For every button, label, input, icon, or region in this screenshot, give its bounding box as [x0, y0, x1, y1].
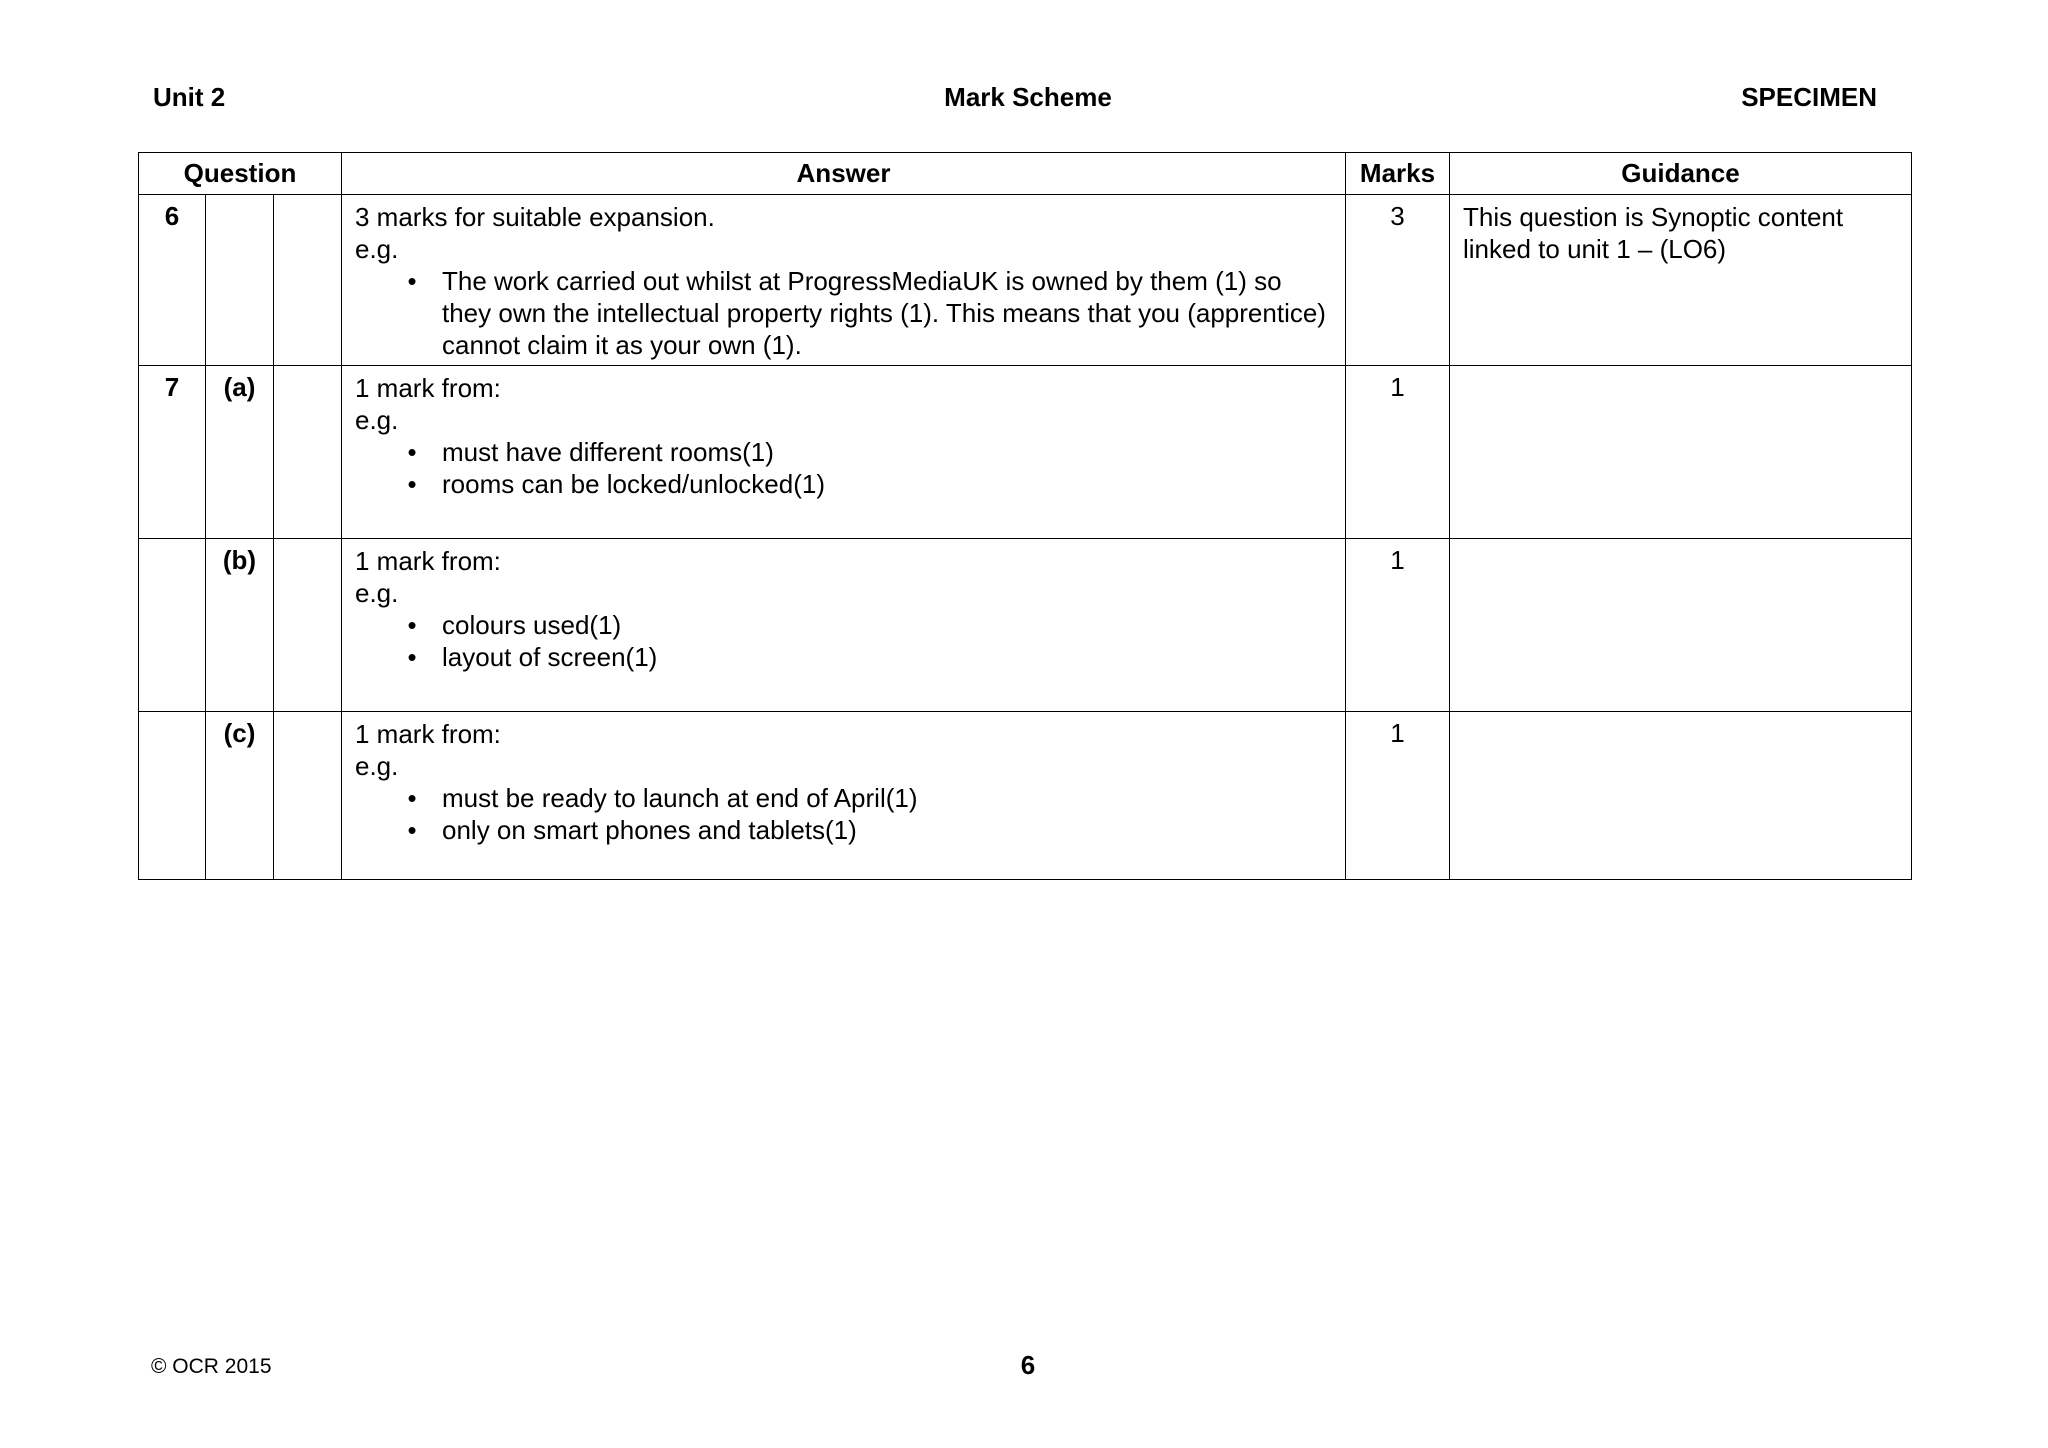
list-item [355, 468, 1333, 500]
bullet-text: colours used(1) [442, 610, 622, 640]
question-number: 6 [139, 195, 206, 366]
answer-intro: 1 mark from: [355, 546, 501, 576]
bullet-icon: • [407, 610, 417, 640]
bullet-text: only on smart phones and tablets(1) [442, 815, 857, 845]
bullet-text: layout of screen(1) [442, 642, 658, 672]
question-part: (b) [206, 539, 274, 712]
col-header-answer: Answer [342, 153, 1346, 195]
answer-eg: e.g. [355, 234, 399, 264]
marks-cell: 1 [1346, 712, 1450, 880]
list-item [355, 782, 1333, 814]
guidance-cell [1450, 366, 1912, 539]
bullet-icon: • [407, 783, 417, 813]
list-item [355, 265, 1333, 361]
answer-cell [342, 712, 1346, 880]
list-item [355, 436, 1333, 468]
page-number: 6 [1020, 1350, 1036, 1380]
table-row [139, 195, 1912, 366]
answer-eg: e.g. [355, 751, 399, 781]
answer-bullets [355, 436, 1333, 500]
footer-copyright: © OCR 2015 [151, 1355, 272, 1378]
question-number [139, 712, 206, 880]
answer-intro: 3 marks for suitable expansion. [355, 202, 715, 232]
list-item [355, 814, 1333, 846]
table-row [139, 366, 1912, 539]
answer-intro: 1 mark from: [355, 373, 501, 403]
col-header-question: Question [139, 153, 342, 195]
table-row [139, 539, 1912, 712]
table-header-row [139, 153, 1912, 195]
bullet-text: must have different rooms(1) [442, 437, 774, 467]
answer-bullets [355, 265, 1333, 361]
col-header-guidance: Guidance [1450, 153, 1912, 195]
col-header-marks: Marks [1346, 153, 1450, 195]
answer-intro: 1 mark from: [355, 719, 501, 749]
marks-cell: 1 [1346, 539, 1450, 712]
answer-bullets [355, 609, 1333, 673]
marks-cell: 3 [1346, 195, 1450, 366]
question-subpart [274, 366, 342, 539]
guidance-cell: This question is Synoptic content linked to unit 1 – (LO6) [1450, 195, 1912, 366]
list-item [355, 641, 1333, 673]
bullet-icon: • [407, 469, 417, 499]
list-item [355, 609, 1333, 641]
marks-cell: 1 [1346, 366, 1450, 539]
guidance-cell [1450, 539, 1912, 712]
header-unit: Unit 2 [153, 82, 226, 112]
bullet-icon: • [407, 642, 417, 672]
mark-scheme-table [138, 152, 1912, 880]
bullet-text: The work carried out whilst at ProgressMediaUK is owned by them (1) so they own the intellectual property rights (1). This means that you (apprentice) cannot claim it as your own (1). [442, 266, 1326, 360]
question-subpart [274, 712, 342, 880]
question-part: (a) [206, 366, 274, 539]
bullet-text: rooms can be locked/unlocked(1) [442, 469, 825, 499]
answer-eg: e.g. [355, 405, 399, 435]
question-subpart [274, 539, 342, 712]
bullet-icon: • [407, 437, 417, 467]
answer-bullets [355, 782, 1333, 846]
table-row [139, 712, 1912, 880]
question-subpart [274, 195, 342, 366]
header-title: Mark Scheme [944, 82, 1112, 112]
bullet-icon: • [407, 266, 417, 296]
bullet-icon: • [407, 815, 417, 845]
answer-cell [342, 195, 1346, 366]
question-number: 7 [139, 366, 206, 539]
answer-cell [342, 539, 1346, 712]
question-part [206, 195, 274, 366]
guidance-cell [1450, 712, 1912, 880]
bullet-text: must be ready to launch at end of April(1) [442, 783, 918, 813]
header-specimen: SPECIMEN [1741, 82, 1877, 112]
answer-cell [342, 366, 1346, 539]
question-number [139, 539, 206, 712]
question-part: (c) [206, 712, 274, 880]
answer-eg: e.g. [355, 578, 399, 608]
